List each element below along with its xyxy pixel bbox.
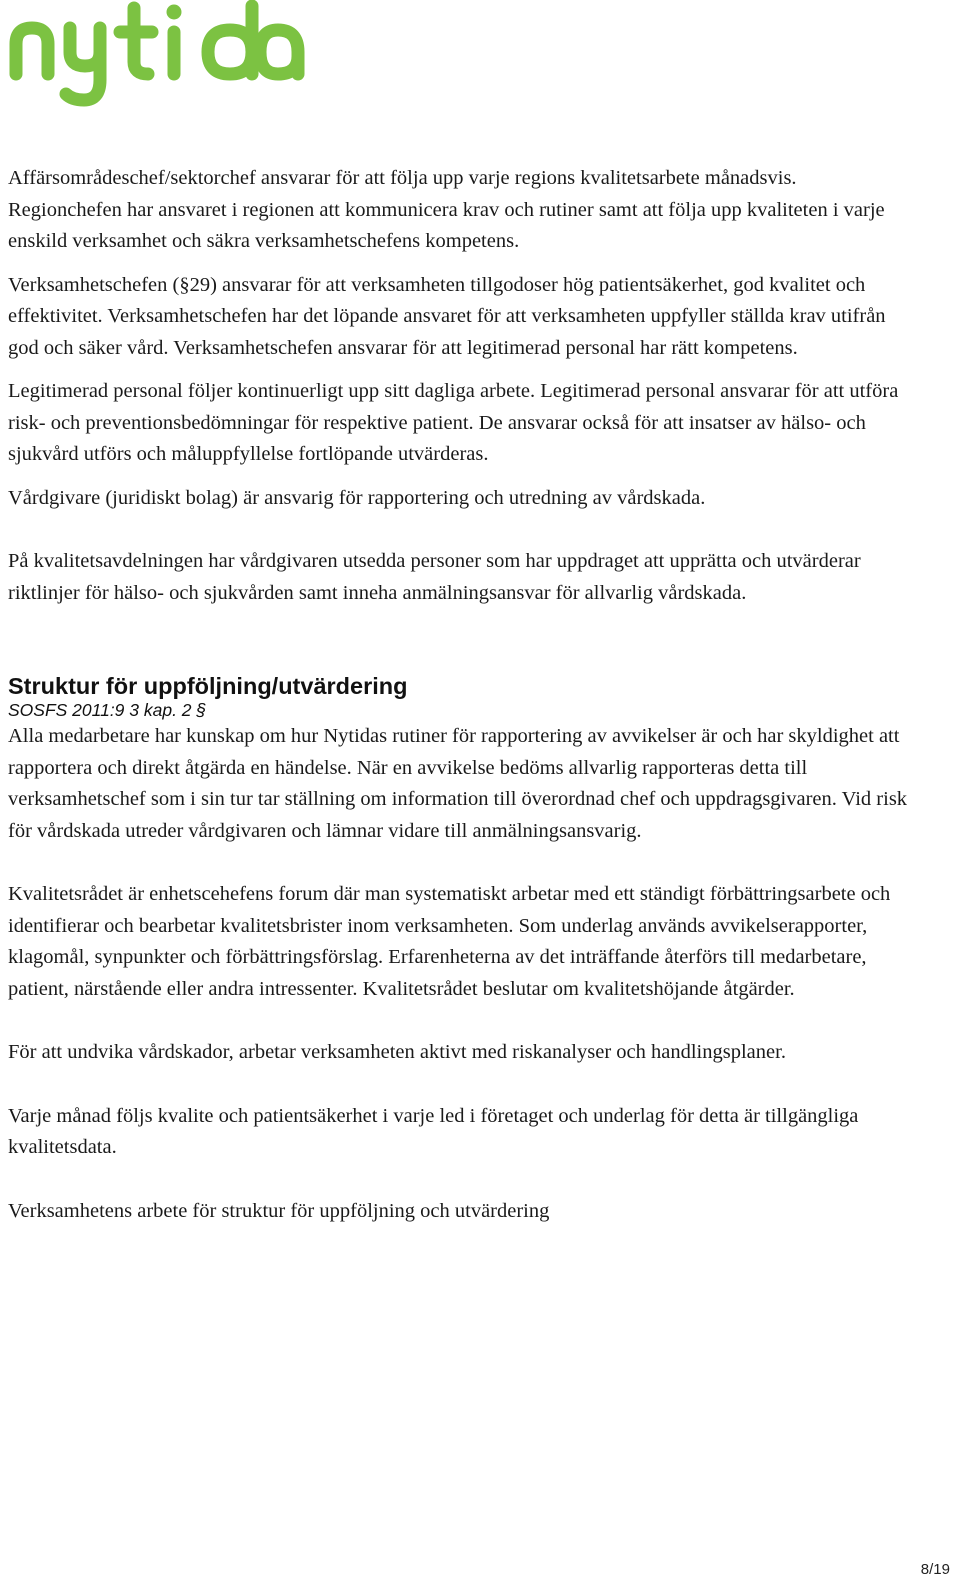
paragraph-region-chief: Regionchefen har ansvaret i regionen att kommunicera krav och rutiner samt att följa upp kvaliteten i varje enskild verksamhet och säkra verksamhetschefens kompetens. [8,198,885,252]
paragraph-risk-analysis: För att undvika vårdskador, arbetar verksamheten aktivt med riskanalyser och handlingsplaner. [8,1041,786,1063]
paragraph-operations-manager: Verksamhetschefen (§29) ansvarar för att verksamheten tillgodoser hög patientsäkerhet, god kvalitet och effektivitet. Verksamhetschefen har det löpande ansvaret för att verksamheten uppfyller ställda krav utifrån god och säker vård. Verksamhetschefen ansvarar för att legitimerad personal har rätt kompetens. [8,273,886,359]
paragraph-deviation-reporting: Alla medarbetare har kunskap om hur Nytidas rutiner för rapportering av avvikelser är och har skyldighet att rapportera och direkt åtgärda en händelse. När en avvikelse bedöms allvarlig rapporteras detta till verksamhetschef som i sin tur tar ställning om information till överordnad chef och uppdragsgivaren. Vid risk för vårdskada utreder vårdgivaren och lämnar vidare till anmälningsansvarig. [8,725,908,842]
paragraph-quality-council: Kvalitetsrådet är enhetscehefens forum där man systematiskt arbetar med ett ständigt förbättringsarbete och identifierar och bearbetar kvalitetsbrister inom verksamheten. Som underlag används avvikelserapporter, klagomål, synpunkter och förbättringsförslag. Erfarenheterna av det inträffande återförs till medarbetare, patient, närstående eller andra intressenter. Kvalitetsrådet beslutar om kvalitetshöjande åtgärder. [8,883,891,1000]
paragraph-structure-work: Verksamhetens arbete för struktur för uppföljning och utvärdering [8,1199,550,1222]
nytida-logo [6,0,312,110]
section-heading: Struktur för uppföljning/utvärdering [8,673,408,699]
paragraph-quality-department: På kvalitetsavdelningen har vårdgivaren utsedda personer som har uppdraget att upprätta och utvärderar riktlinjer för hälso- och sjukvården samt inneha anmälningsansvar för allvarlig vårdskada. [8,550,861,604]
paragraph-care-provider: Vårdgivare (juridiskt bolag) är ansvarig för rapportering och utredning av vårdskada. [8,486,706,509]
paragraph-business-area-chief: Affärsområdeschef/sektorchef ansvarar för att följa upp varje regions kvalitetsarbete månadsvis. [8,167,797,189]
document-body [8,163,908,1227]
section-subheading: SOSFS 2011:9 3 kap. 2 § [8,700,207,720]
paragraph-monthly-followup: Varje månad följs kvalite och patientsäkerhet i varje led i företaget och underlag för detta är tillgängliga kvalitetsdata. [8,1104,859,1158]
page-number: 8/19 [920,1561,950,1578]
paragraph-licensed-staff: Legitimerad personal följer kontinuerligt upp sitt dagliga arbete. Legitimerad personal ansvarar för att utföra risk- och preventionsbedömningar för respektive patient. De ansvarar också för att insatser av hälso- och sjukvård utförs och måluppfyllelse fortlöpande utvärderas. [8,380,899,465]
